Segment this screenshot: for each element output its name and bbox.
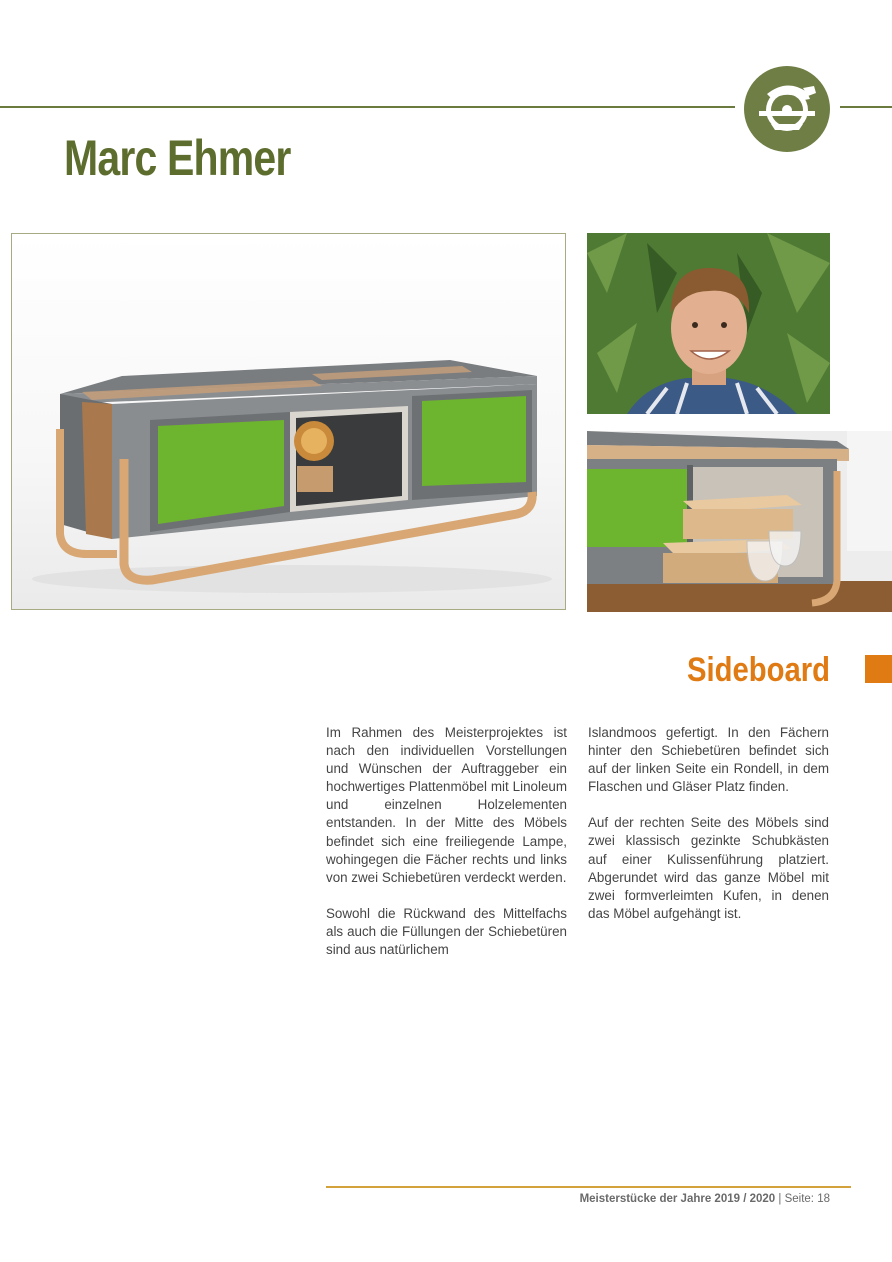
section-marker [865,655,892,683]
portrait-photo [587,233,830,414]
body-column-left [326,724,567,977]
section-title: Sideboard [687,651,830,689]
header-rule-right [840,106,892,108]
paragraph: Im Rahmen des Meisterprojektes ist nach den individuellen Vorstellungen und Wünschen der Auftraggeber ein hochwertiges Plattenmöbel mit Linoleum und einzelnen Holzelementen entstanden. In der Mitte des Möbels befindet sich eine freiliegende Lampe, wohingegen die Fächer rechts und links von zwei Schiebetüren verdeckt werden. [326,725,567,885]
body-column-right [588,724,829,941]
page-footer [580,1193,830,1205]
header-rule-left [0,106,735,108]
page-number: Seite: 18 [784,1193,830,1205]
detail-photo [587,431,892,612]
paragraph: Islandmoos gefertigt. In den Fächern hinter den Schiebetüren befindet sich auf der linken Seite ein Rondell, in dem Flaschen und Gläser Platz finden. [588,725,829,795]
paragraph: Auf der rechten Seite des Möbels sind zwei klassisch gezinkte Schubkästen auf einer Kulissenführung platziert. Abgerundet wird das ganze Möbel mit zwei formverleimten Kufen, in denen das Möbel aufgehängt ist. [588,815,829,921]
circular-saw-icon [744,66,830,152]
footer-separator: | [778,1193,782,1205]
sideboard-photo [11,233,566,610]
page-title: Marc Ehmer [64,130,291,186]
footer-publication: Meisterstücke der Jahre 2019 / 2020 [579,1193,776,1205]
footer-rule [326,1186,851,1188]
paragraph: Sowohl die Rückwand des Mittelfachs als auch die Füllungen der Schiebetüren sind aus natürlichem [326,905,567,958]
